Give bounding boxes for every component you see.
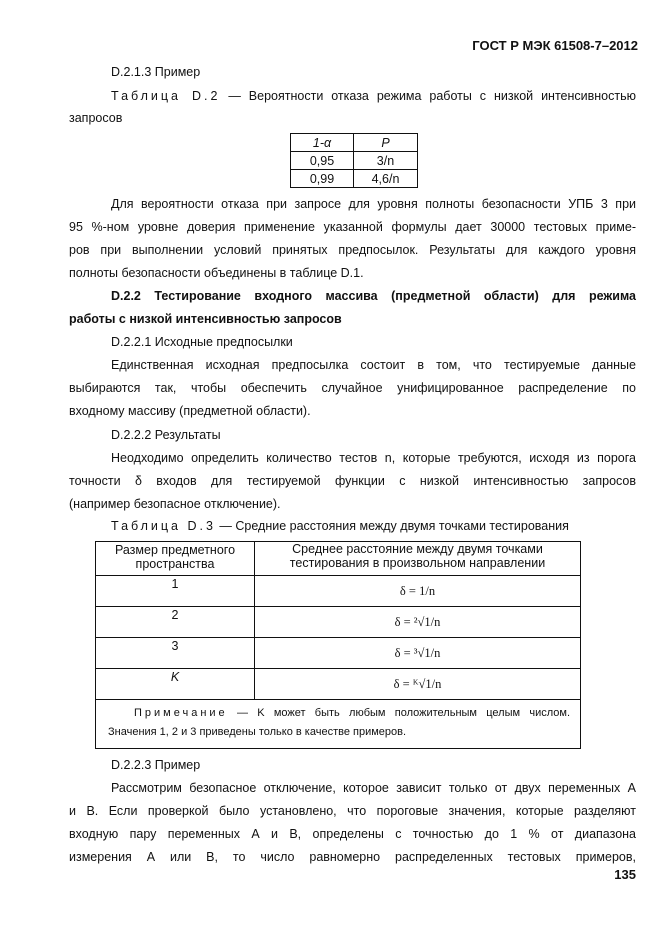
table-d2-cell-p: 3/n [354,152,418,170]
table-d3-caption-label: Таблица D.3 [111,519,216,533]
table-row [96,607,581,638]
table-row [96,669,581,700]
table-d3-note-line2: Значения 1, 2 и 3 приведены только в качестве примеров. [108,726,407,738]
paragraph-line: Для вероятности отказа при запросе для уровня полноты безопасности УПБ 3 при [111,197,636,211]
document-header: ГОСТ Р МЭК 61508-7–2012 [472,38,638,53]
paragraph-line: выбираются так, чтобы обеспечить случайное унифицированное распределение по [69,381,636,395]
table-d3-cell-size: 1 [96,576,255,607]
table-d2 [290,133,418,188]
table-d2-header-row [291,134,418,152]
table-d2-caption-text: — Вероятности отказа режима работы с низкой интенсивностью [228,89,636,103]
table-row [96,638,581,669]
paragraph-line: и В. Если проверкой было установлено, что пороговые значения, которые разделяют [69,804,636,818]
table-d2-cell-p: 4,6/n [354,170,418,188]
paragraph-line: точности δ входов для тестируемой функции с низкой интенсивностью запросов [69,474,636,488]
table-d3-note [96,700,581,749]
table-d3-note-text: — K может быть любым положительным целым числом. [236,707,570,719]
table-d2-cell-alpha: 0,95 [291,152,354,170]
table-row [291,170,418,188]
table-d2-header-alpha: 1-α [291,134,354,152]
table-d3-cell-formula: δ = 1/n [255,576,581,607]
table-d3-caption [111,518,569,534]
paragraph-line: Неодходимо определить количество тестов n, которые требуются, исходя из порога [111,451,636,465]
section-heading-d22: D.2.2 Тестирование входного массива (предметной области) для режима [111,289,636,303]
paragraph-line: входную пару переменных А и В, определены с точностью до 1 % от диапазона [69,827,636,841]
table-d3-note-row [96,700,581,749]
paragraph-line: Рассмотрим безопасное отключение, которое зависит только от двух переменных А [111,781,636,795]
paragraph-line: полноты безопасности объединены в таблице D.1. [69,266,364,280]
paragraph-line: измерения А или В, то число равномерно распределенных тестовых примеров, [69,850,636,864]
table-d3-caption-text: — Средние расстояния между двумя точками тестирования [219,519,569,533]
page-number: 135 [614,867,636,882]
table-d3-cell-size: 3 [96,638,255,669]
table-row [96,576,581,607]
table-d3-header-size: Размер предметного пространства [96,542,255,576]
table-row [291,152,418,170]
table-d3-header-distance: Среднее расстояние между двумя точками тестирования в произвольном направлении [255,542,581,576]
section-heading-d221: D.2.2.1 Исходные предпосылки [111,335,293,349]
table-d3-note-label: Примечание [134,707,228,719]
table-d3-cell-formula: δ = ²√1/n [255,607,581,638]
table-d3-note-line1 [108,704,570,723]
table-d3-cell-size: 2 [96,607,255,638]
section-heading-d213: D.2.1.3 Пример [111,65,201,79]
paragraph-line: входному массиву (предметной области). [69,404,311,418]
table-d2-caption-label: Таблица D.2 [111,89,221,103]
paragraph-line: Единственная исходная предпосылка состоит в том, что тестируемые данные [111,358,636,372]
section-heading-d22-cont: работы с низкой интенсивностью запросов [69,312,342,326]
section-heading-d223: D.2.2.3 Пример [111,758,201,772]
table-d2-caption [111,88,636,104]
paragraph-line: ров при выполнении условий принятых предпосылок. Результаты для каждого уровня [69,243,636,257]
table-d3 [95,541,581,749]
table-d3-cell-formula: δ = ³√1/n [255,638,581,669]
paragraph-line: 95 %-ном уровне доверия применение указанной формулы дает 30000 тестовых приме- [69,220,636,234]
table-d2-cell-alpha: 0,99 [291,170,354,188]
table-d3-cell-formula: δ = ᴷ√1/n [255,669,581,700]
table-d3-header-row [96,542,581,576]
table-d3-cell-size: K [96,669,255,700]
table-d2-header-p: P [354,134,418,152]
table-d2-caption-cont: запросов [69,111,123,125]
paragraph-line: (например безопасное отключение). [69,497,281,511]
section-heading-d222: D.2.2.2 Результаты [111,428,221,442]
